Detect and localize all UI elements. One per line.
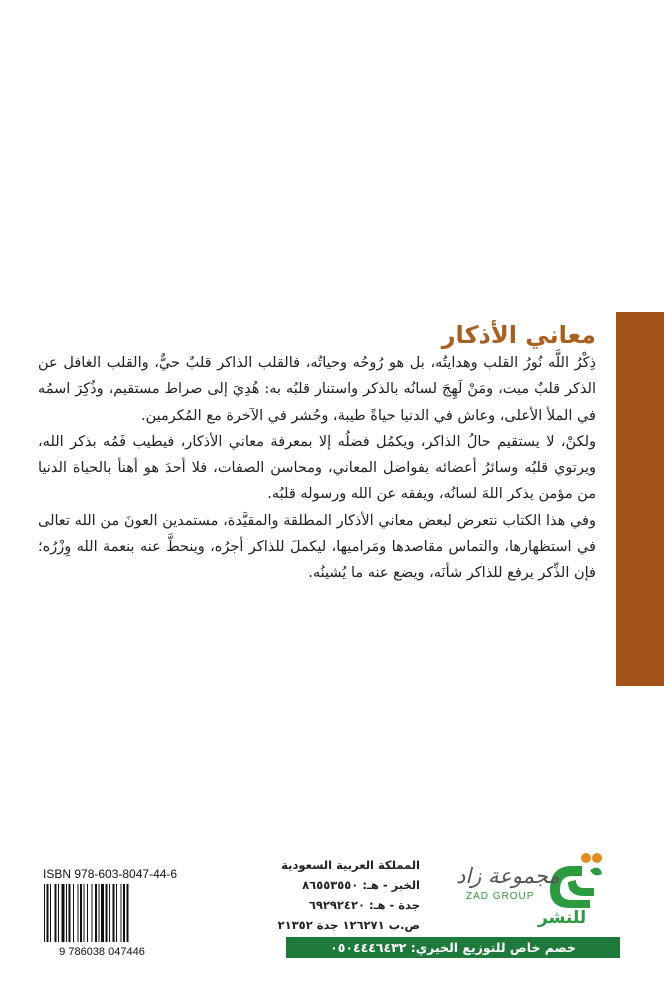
barcode-bar (47, 884, 49, 942)
barcode-bar (109, 884, 110, 942)
barcode-digits: 9 786038 047446 (59, 946, 145, 958)
publisher-name: مجموعة زاد (456, 864, 560, 888)
isbn-barcode (40, 882, 164, 958)
accent-side-band (616, 312, 664, 686)
info-khobar-phone: الخبر - هـ: ٨٦٥٥٣٥٥٠ (302, 878, 420, 892)
barcode-bar (66, 884, 67, 942)
barcode-bars (44, 884, 129, 942)
barcode-bar (113, 884, 115, 942)
barcode-bar (92, 884, 93, 942)
barcode-graphic (40, 882, 164, 958)
barcode-bar (73, 884, 74, 942)
publisher-contact (277, 855, 420, 935)
barcode-bar (69, 884, 71, 942)
back-cover-blurb (38, 350, 596, 587)
barcode-bar (116, 884, 117, 942)
publisher-subtitle: للنشر (538, 908, 587, 928)
barcode-bar (58, 884, 59, 942)
info-country: المملكة العربية السعودية (281, 858, 420, 872)
blurb-paragraph: ذِكْرُ اللَّه نُورُ القلب وهدايتُه، بل هو رُوحُه وحياتُه، فالقلب الذاكر قلبٌ حيٌّ، والقلب الغافل عن الذكر قلبٌ ميت، ومَنْ لَهِجَ لسانُه بالذكر واستنار قلبُه به: هُدِيَ إلى صراط مستقيم، وذُكِرَ اسمُه في الملأ الأعلى، وعاش في الدنيا حياةً طيبة، وحُشر في الآخرة مع المُكرمين. (38, 355, 596, 424)
barcode-bar (55, 884, 57, 942)
publisher-logo (432, 850, 620, 938)
barcode-bar (80, 884, 82, 942)
barcode-bar (78, 884, 79, 942)
isbn-label: ISBN 978-603-8047-44-6 (43, 867, 178, 881)
barcode-bar (121, 884, 122, 942)
book-title: معاني الأذكار (441, 321, 596, 349)
barcode-bar (101, 884, 104, 942)
barcode-bar (44, 884, 45, 942)
info-jeddah-phone: جدة - هـ: ٦٩٢٩٢٤٢٠ (308, 898, 420, 912)
barcode-bar (123, 884, 125, 942)
blurb-paragraph: ولكنْ، لا يستقيم حالُ الذاكر، ويكمُل فضلُه إلا بمعرفة معاني الأذكار، فيطيب فَمُه بذكر الله، ويرتوي قلبُه وسائرُ أعضائه بفواضل المعاني، ومحاسن الصفات، فلا أحدَ هو أهنأ بالحياة الدنيا من مؤمن يذكر اللهَ لسانُه، ويفقه عن الله ورسوله قلبُه. (38, 433, 596, 503)
barcode-bar (95, 884, 97, 942)
charity-discount-bar: خصم خاص للتوزيع الخيري: ٠٥٠٤٤٤٦٤٣٢ (286, 937, 620, 958)
barcode-bar (87, 884, 88, 942)
publisher-name-en: ZAD GROUP (466, 891, 535, 902)
barcode-bar (99, 884, 100, 942)
barcode-bar (106, 884, 108, 942)
info-po-box: ص.ب ١٢٦٢٧١ جدة ٢١٣٥٢ (277, 918, 420, 932)
barcode-bar (50, 884, 51, 942)
barcode-bar (62, 884, 65, 942)
blurb-paragraph: وفي هذا الكتاب نتعرض لبعض معاني الأذكار المطلقة والمقيَّدة، مستمدين العونَ من الله تعالى في استظهارها، والتماس مقاصدها ومَراميها، ليكملَ للذاكر أجرُه، وينحطَّ عنه بنعمة الله وِزْرُه؛ فإن الذِّكر يرفع للذاكر شأنَه، ويضع عنه ما يُشينُه. (38, 512, 596, 582)
barcode-bar (127, 884, 129, 942)
barcode-bar (84, 884, 85, 942)
